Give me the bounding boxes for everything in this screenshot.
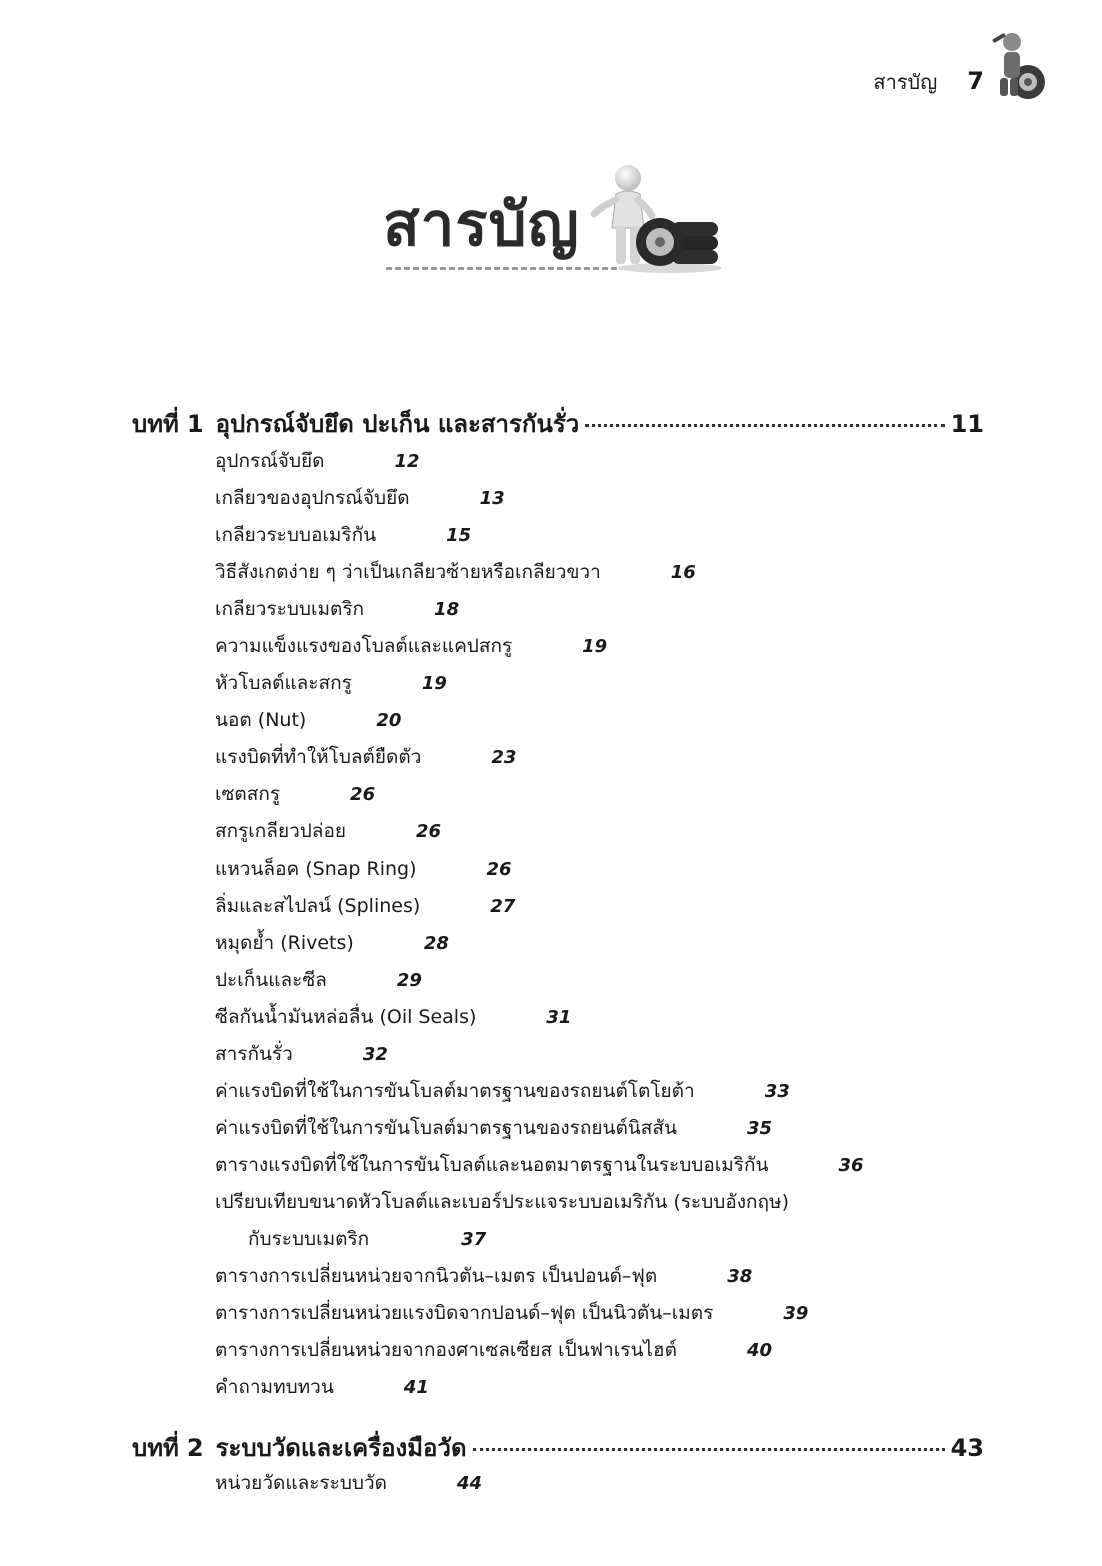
entry-page: 39 — [783, 1303, 809, 1325]
entry-page: 19 — [582, 636, 608, 658]
entry-page: 44 — [456, 1473, 483, 1494]
toc-entry — [215, 1039, 864, 1076]
entry-text: ตารางการเปลี่ยนหน่วยจากองศาเซลเซียส เป็นฟาเรนไฮต์ — [215, 1339, 677, 1362]
entry-page: 26 — [416, 821, 442, 843]
toc-entry — [215, 1372, 864, 1409]
entry-text: คำถามทบทวน — [215, 1376, 334, 1399]
entry-text: หน่วยวัดและระบบวัด — [215, 1472, 387, 1494]
toc-entry — [215, 742, 864, 779]
toc-entry — [215, 965, 864, 1002]
entry-page: 27 — [490, 895, 516, 917]
toc-entry — [215, 1298, 864, 1335]
chapter-title: ระบบวัดและเครื่องมือวัด — [215, 1434, 467, 1462]
chapter-page: 43 — [950, 1434, 984, 1462]
running-head — [873, 66, 984, 98]
entry-text: ค่าแรงบิดที่ใช้ในการขันโบลต์มาตรฐานของรถยนต์นิสสัน — [215, 1116, 677, 1139]
chapter-page: 11 — [950, 410, 984, 438]
entry-page: 32 — [362, 1043, 388, 1065]
entry-page: 29 — [396, 969, 422, 991]
toc-entry — [215, 1076, 864, 1113]
page-number: 7 — [967, 67, 984, 95]
toc-entry — [215, 594, 864, 631]
chapter-1-heading — [132, 404, 984, 443]
toc-entry — [215, 668, 864, 705]
entry-text: วิธีสังเกตง่าย ๆ ว่าเป็นเกลียวซ้ายหรือเกลียวขวา — [215, 561, 601, 584]
toc-entry — [215, 557, 864, 594]
entry-page: 26 — [350, 784, 376, 806]
entry-page: 36 — [838, 1154, 864, 1176]
toc-title-block — [383, 190, 580, 260]
entry-text: แรงบิดที่ทำให้โบลต์ยืดตัว — [215, 746, 422, 769]
entry-page: 37 — [461, 1228, 487, 1250]
entry-text: ตารางแรงบิดที่ใช้ในการขันโบลต์และนอตมาตรฐานในระบบอเมริกัน — [215, 1153, 769, 1176]
toc-entry-continuation — [215, 1224, 864, 1261]
entry-page: 33 — [764, 1080, 790, 1102]
toc-entry — [215, 779, 864, 816]
entry-text: ลิ่มและสไปลน์ (Splines) — [215, 894, 421, 917]
entry-page: 28 — [423, 932, 449, 954]
dot-leader — [585, 424, 944, 427]
toc-entry — [215, 1150, 864, 1187]
chapter-title: อุปกรณ์จับยึด ปะเก็น และสารกันรั่ว — [215, 410, 580, 438]
toc-entry — [215, 1113, 864, 1150]
toc-entry — [215, 891, 864, 928]
chapter-prefix: บทที่ — [132, 1434, 179, 1462]
toc-entry — [215, 928, 864, 965]
toc-entry — [215, 1468, 482, 1505]
running-head-title: สารบัญ — [873, 70, 938, 94]
entry-text: หมุดย้ำ (Rivets) — [215, 931, 354, 954]
toc-title: สารบัญ — [383, 190, 580, 260]
entry-text: สารกันรั่ว — [215, 1042, 293, 1065]
toc-entry — [215, 631, 864, 668]
toc-entry — [215, 1335, 864, 1372]
chapter-1-entries — [215, 446, 864, 1409]
entry-text: สกรูเกลียวปล่อย — [215, 820, 346, 843]
entry-page: 13 — [479, 488, 505, 510]
entry-page: 26 — [486, 858, 512, 880]
entry-text: ค่าแรงบิดที่ใช้ในการขันโบลต์มาตรฐานของรถยนต์โตโยต้า — [215, 1079, 695, 1102]
entry-page: 16 — [670, 562, 696, 584]
toc-entry — [215, 854, 864, 891]
entry-text: นอต (Nut) — [215, 709, 307, 732]
chapter-number: 1 — [186, 410, 204, 438]
entry-page: 23 — [491, 747, 517, 769]
dot-leader — [473, 1448, 945, 1451]
toc-entry — [215, 1261, 864, 1298]
entry-page: 15 — [446, 525, 472, 547]
entry-text: เกลียวของอุปกรณ์จับยึด — [215, 487, 410, 510]
entry-page: 40 — [746, 1340, 772, 1362]
entry-text: เกลียวระบบเมตริก — [215, 598, 365, 621]
toc-entry — [215, 1187, 864, 1224]
toc-entry — [215, 483, 864, 520]
entry-text: อุปกรณ์จับยึด — [215, 450, 325, 472]
chapter-prefix: บทที่ — [132, 410, 179, 438]
entry-text: กับระบบเมตริก — [248, 1227, 370, 1250]
toc-entry — [215, 816, 864, 853]
entry-page: 18 — [434, 599, 460, 621]
chapter-number: 2 — [186, 1434, 204, 1462]
entry-page: 12 — [394, 451, 420, 472]
entry-text: ตารางการเปลี่ยนหน่วยแรงบิดจากปอนด์–ฟุต เป็นนิวตัน–เมตร — [215, 1302, 714, 1325]
chapter-2-heading — [132, 1428, 984, 1467]
mechanic-mascot-icon — [988, 28, 1052, 102]
entry-text: เปรียบเทียบขนาดหัวโบลต์และเบอร์ประแจระบบอเมริกัน (ระบบอังกฤษ) — [215, 1190, 789, 1213]
chapter-2-entries — [215, 1468, 482, 1505]
entry-page: 31 — [546, 1006, 572, 1028]
entry-page: 35 — [746, 1117, 773, 1139]
entry-text: แหวนล็อค (Snap Ring) — [215, 857, 417, 880]
toc-entry — [215, 520, 864, 557]
entry-text: ตารางการเปลี่ยนหน่วยจากนิวตัน–เมตร เป็นปอนด์–ฟุต — [215, 1265, 658, 1288]
entry-text: เซตสกรู — [215, 783, 281, 806]
entry-text: หัวโบลต์และสกรู — [215, 672, 352, 695]
entry-page: 41 — [403, 1377, 429, 1399]
entry-text: เกลียวระบบอเมริกัน — [215, 524, 377, 547]
entry-page: 19 — [421, 673, 447, 695]
entry-text: ความแข็งแรงของโบลต์และแคปสกรู — [215, 635, 513, 658]
entry-text: ซีลกันน้ำมันหล่อลื่น (Oil Seals) — [215, 1005, 477, 1028]
entry-text: ปะเก็นและซีล — [215, 968, 327, 991]
toc-entry — [215, 446, 864, 483]
entry-page: 20 — [376, 710, 402, 732]
toc-entry — [215, 705, 864, 742]
entry-page: 38 — [727, 1266, 753, 1288]
toc-entry — [215, 1002, 864, 1039]
figure-with-tires-icon — [590, 162, 725, 274]
